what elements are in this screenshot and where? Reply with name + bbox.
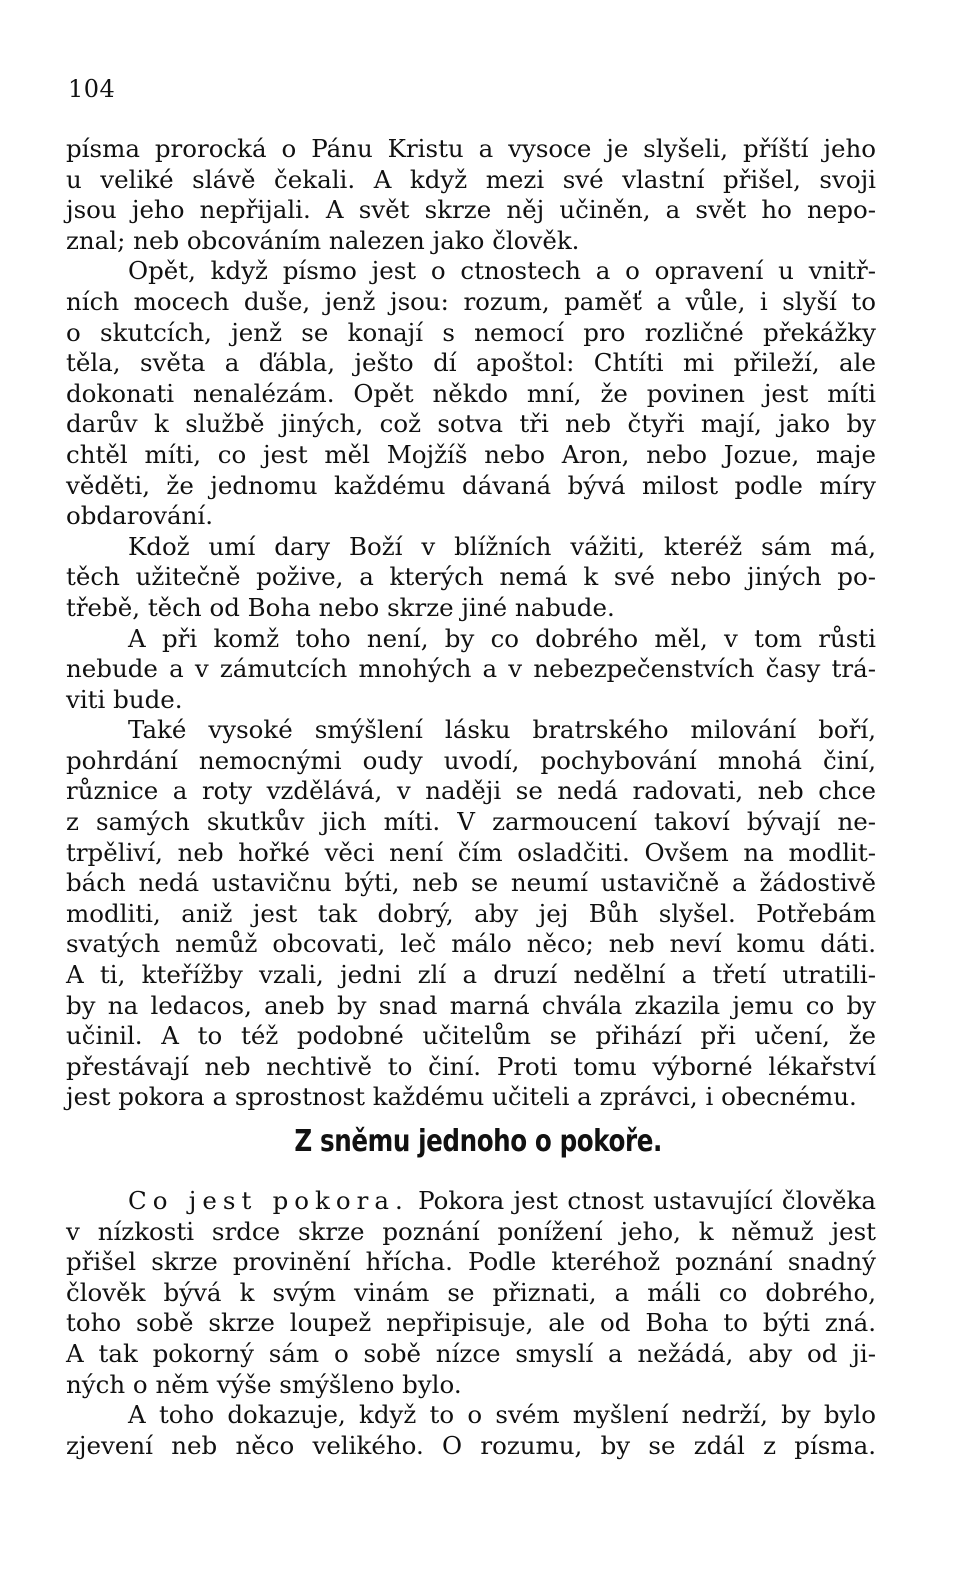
text-line: nebude a v zámutcích mnohých a v nebezpečenstvích časy trá- [66,654,876,684]
section-body [66,1186,876,1461]
text-line: v nízkosti srdce skrze poznání ponížení jeho, k němuž jest [66,1216,876,1246]
text-line: ních mocech duše, jenž jsou: rozum, paměť a vůle, i slyší to [66,286,876,316]
text-line: A toho dokazuje, když to o svém myšlení nedrží, by bylo [128,1400,876,1430]
text-line: zjevení neb něco velikého. O rozumu, by se zdál z písma. [66,1430,876,1460]
text-line: Také vysoké smýšlení lásku bratrského milování boří, [128,715,876,745]
text-line: třebě, těch od Boha nebo skrze jiné nabude. [66,592,615,622]
text-line: věděti, že jednomu každému dávaná bývá milost podle míry [66,470,876,500]
text-line: chtěl míti, co jest měl Mojžíš nebo Aron, nebo Jozue, maje [66,439,876,469]
text-line: těch užitečně požive, a kterých nemá k své nebo jiných po- [66,562,876,592]
text-line: by na ledacos, aneb by snad marná chvála zkazila jemu co by [66,990,876,1020]
text-line: znal; neb obcováním nalezen jako člověk. [66,225,580,255]
text-line: přestávají neb nechtivě to činí. Proti tomu výborné lékařství [66,1051,876,1081]
text-line: o skutcích, jenž se konají s nemocí pro rozličné překážky [66,317,876,347]
text-line: různice a roty vzdělává, v naději se nedá radovati, neb chce [66,776,876,806]
text-line: modliti, aniž jest tak dobrý, aby jej Bůh slyšel. Potřebám [66,898,876,928]
text-line: darův k službě jiných, což sotva tři neb čtyři mají, jako by [66,409,876,439]
text-line: A při komž toho není, by co dobrého měl, v tom růsti [128,623,876,653]
text-line: A tak pokorný sám o sobě nízce smyslí a nežádá, aby od ji- [66,1338,876,1368]
text-line: z samých skutkův jich míti. V zarmoucení takoví bývají ne- [66,807,876,837]
text-line: učinil. A to též podobné učitelům se přihází při učení, že [66,1021,876,1051]
section-heading: Z sněmu jednoho o pokoře. [294,1124,662,1159]
lead-line-rest: Pokora jest ctnost ustavující člověka [408,1186,876,1215]
text-line: ných o něm výše smýšleno bylo. [66,1369,462,1399]
text-line: obdarování. [66,501,214,531]
text-line: toho sobě skrze loupež nepřipisuje, ale od Boha to býti zná. [66,1308,876,1338]
lead-phrase: Co jest pokora. [128,1186,409,1215]
passage-continued [66,134,876,1113]
text-line: pohrdání nemocnými oudy uvodí, pochybování mnohá činí, [66,745,876,775]
page-number: 104 [68,75,116,103]
text-line: A ti, kteřížby vzali, jedni zlí a druzí nedělní a třetí utratili- [66,960,876,990]
text-line: trpěliví, neb hořké věci není čím osladčiti. Ovšem na modlit- [66,837,876,867]
text-line: Opět, když písmo jest o ctnostech a o opravení u vnitř- [128,256,876,286]
text-line [66,1186,876,1217]
text-line: písma prorocká o Pánu Kristu a vysoce je slyšeli, příští jeho [66,134,876,163]
text-line: člověk bývá k svým vinám se přiznati, a máli co dobrého, [66,1277,876,1307]
text-line: těla, světa a ďábla, ješto dí apoštol: Chtíti mi přileží, ale [66,348,876,378]
text-line: svatých nemůž obcovati, leč málo něco; neb neví komu dáti. [66,929,876,959]
text-line: jsou jeho nepřijali. A svět skrze něj učiněn, a svět ho nepo- [66,195,876,225]
text-line: jest pokora a sprostnost každému učiteli a zprávci, i obecnému. [66,1082,857,1112]
text-line: bách nedá ustavičnu býti, neb se neumí ustavičně a žádostivě [66,868,876,898]
text-line: Kdož umí dary Boží v blížních vážiti, kteréž sám má, [128,531,876,561]
text-line: dokonati nenalézám. Opět někdo mní, že povinen jest míti [66,378,876,408]
text-line: viti bude. [66,684,183,714]
text-line: u veliké slávě čekali. A když mezi své vlastní přišel, svoji [66,164,876,194]
text-line: přišel skrze provinění hřícha. Podle kteréhož poznání snadný [66,1247,876,1277]
